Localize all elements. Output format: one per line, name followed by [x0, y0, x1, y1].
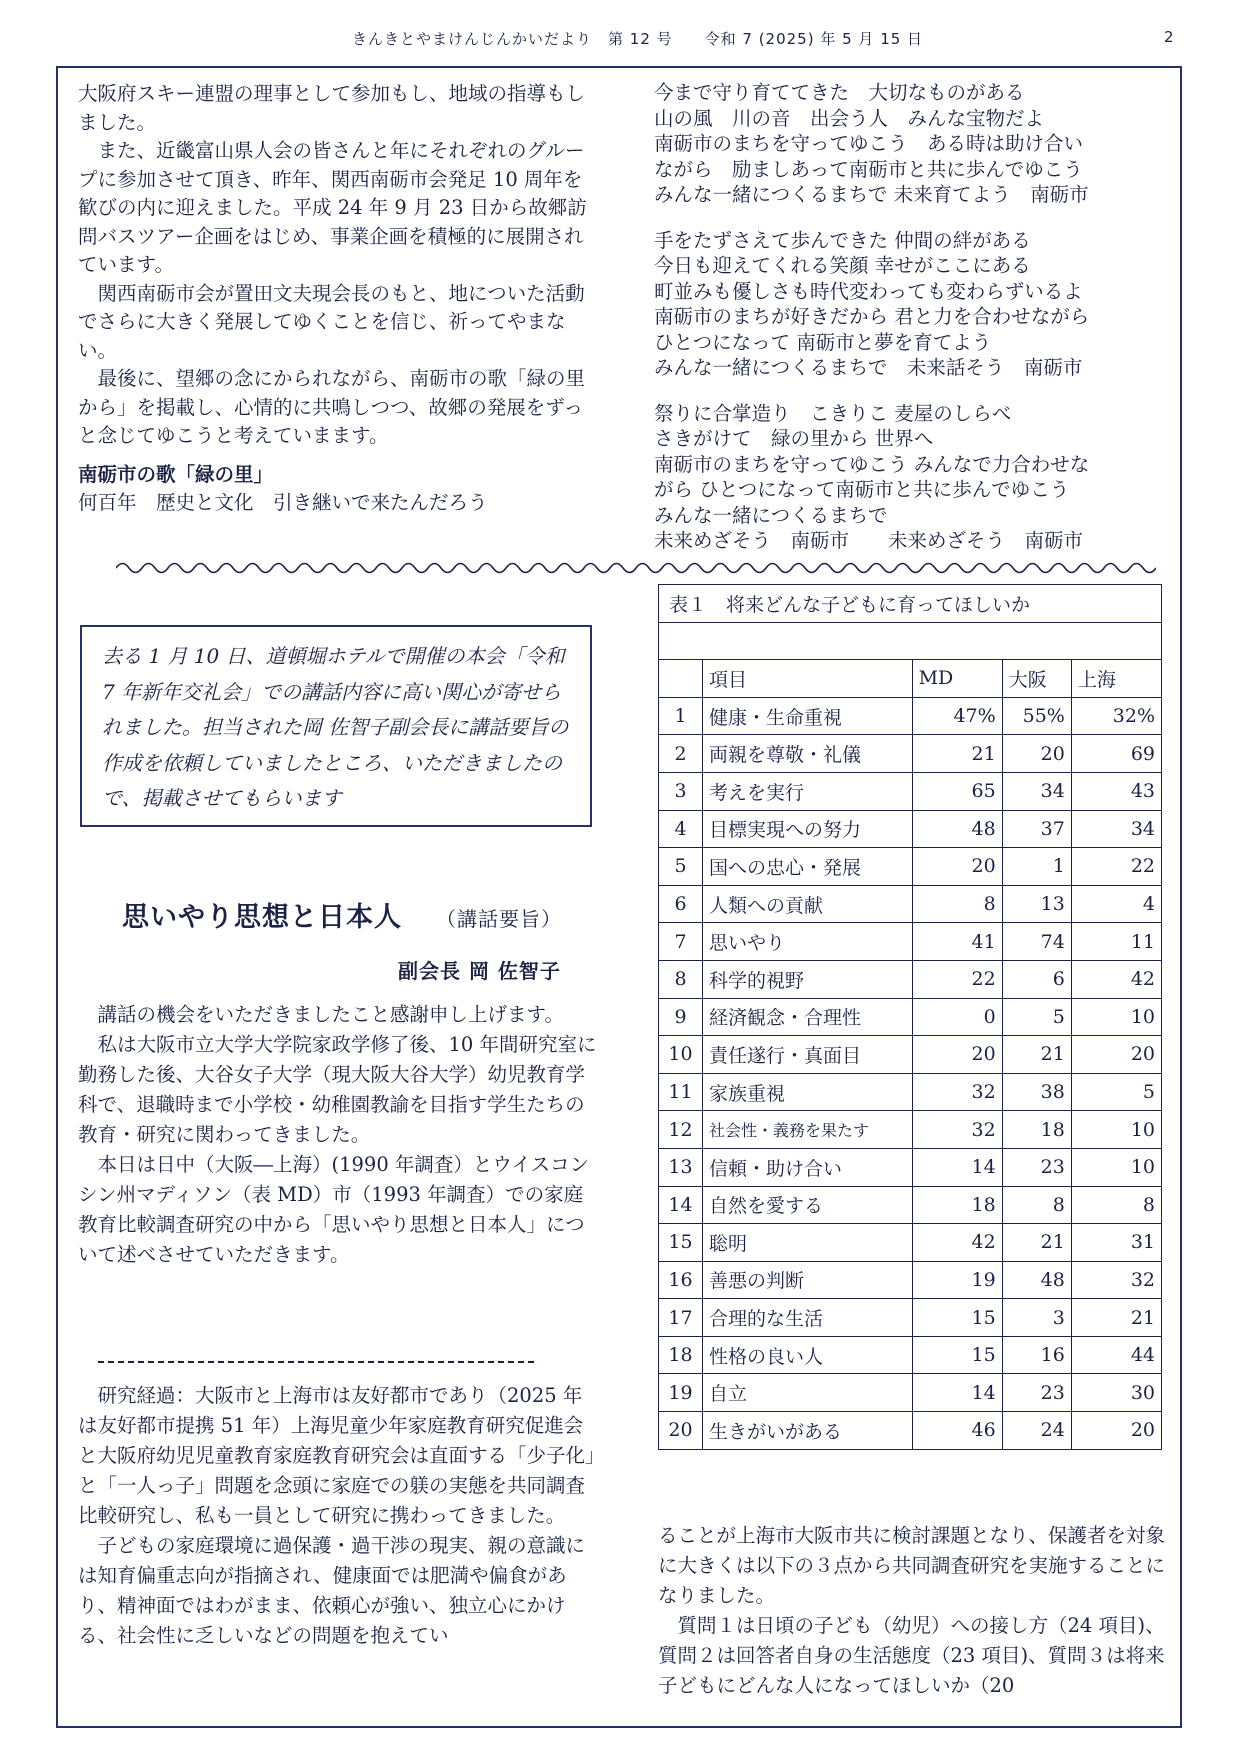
value-cell: 19 [912, 1261, 1002, 1299]
value-cell: 18 [912, 1186, 1002, 1224]
item-label: 科学的視野 [703, 960, 913, 998]
value-cell: 20 [1071, 1036, 1161, 1074]
row-index: 2 [659, 735, 703, 773]
row-index: 12 [659, 1111, 703, 1149]
value-cell: 34 [1071, 810, 1161, 848]
value-cell: 42 [1071, 960, 1161, 998]
row-index: 18 [659, 1336, 703, 1374]
value-cell: 10 [1071, 1148, 1161, 1186]
intro-paragraph: 関西南砺市会が置田文夫現会長のもと、地についた活動でさらに大きく発展してゆくことを信じ、祈ってやまない。 [78, 281, 585, 362]
table-row [659, 735, 1162, 773]
lyric-line: 今日も迎えてくれる笑顔 幸せがここにある [654, 254, 1031, 277]
song-stanza [654, 401, 1174, 554]
value-cell: 20 [1071, 1412, 1161, 1450]
article-subtitle: （講話要旨） [436, 907, 562, 931]
item-label: 両親を尊敬・礼儀 [703, 735, 913, 773]
item-label: 生きがいがある [703, 1412, 913, 1450]
table-blank-row [659, 622, 1162, 660]
lyric-line: みんな一緒につくるまちで 未来育てよう 南砺市 [654, 183, 1089, 206]
lyric-line: 南砺市のまちを守ってゆこう ある時は助け合い [654, 132, 1084, 155]
value-cell: 43 [1071, 772, 1161, 810]
lyric-line: みんな一緒につくるまちで 未来話そう 南砺市 [654, 356, 1083, 379]
value-cell: 22 [912, 960, 1002, 998]
newsletter-header: きんきとやまけんじんかいだより 第 12 号 令和 7 (2025) 年 5 月 15 日 [352, 30, 924, 48]
value-cell: 22 [1071, 848, 1161, 886]
value-cell: 23 [1002, 1148, 1071, 1186]
value-cell: 74 [1002, 923, 1071, 961]
value-cell: 21 [1071, 1299, 1161, 1337]
item-label: 聡明 [703, 1224, 913, 1262]
intro-column [78, 80, 601, 518]
article-title-block [122, 895, 562, 934]
value-cell: 69 [1071, 735, 1161, 773]
song-title: 南砺市の歌「緑の里」 [78, 462, 274, 486]
row-index: 5 [659, 848, 703, 886]
value-cell: 10 [1071, 1111, 1161, 1149]
value-cell: 55% [1002, 697, 1071, 735]
row-index: 9 [659, 998, 703, 1036]
value-cell: 32 [1071, 1261, 1161, 1299]
row-index: 14 [659, 1186, 703, 1224]
value-cell: 1 [1002, 848, 1071, 886]
article-paragraph: 子どもの家庭環境に過保護・過干渉の現実、親の意識には知育偏重志向が指摘され、健康面では肥満や偏食があり、精神面ではわがまま、依頼心が強い、独立心にかける、社会性に乏しいなどの問題を抱えてい [78, 1534, 586, 1647]
lyric-line: ながら 励ましあって南砺市と共に歩んでゆこう [654, 157, 1083, 181]
article-paragraph: 研究経過：大阪市と上海市は友好都市であり（2025 年は友好都市提携 51 年）上海児童少年家庭教育研究促進会と大阪府幼児児童教育家庭教育研究会は直面する「少子化」と「一人っ子」問題を念頭に家庭での躾の実態を共同調査比較研究し、私も一員として研究に携わってきました。 [78, 1384, 595, 1527]
lyric-line: がら ひとつになって南砺市と共に歩んでゆこう [654, 478, 1070, 501]
value-cell: 21 [1002, 1036, 1071, 1074]
article-paragraph: ることが上海市大阪市共に検討課題となり、保護者を対象に大きくは以下の３点から共同調査研究を実施することになりました。 [658, 1524, 1166, 1607]
table-row [659, 885, 1162, 923]
item-label: 国への忠心・発展 [703, 848, 913, 886]
notice-text: 去る 1 月 10 日、道頓堀ホテルで開催の本会「令和 7 年新年交礼会」での講話内容に高い関心が寄せられました。担当された岡 佐智子副会長に講話要旨の作成を依頼していましたところ、いただきましたので、掲載させてもらいます [102, 644, 569, 810]
lyric-line: みんな一緒につくるまちで [654, 503, 888, 527]
value-cell: 23 [1002, 1374, 1071, 1412]
table-header-cell: MD [912, 660, 1002, 698]
table-row [659, 848, 1162, 886]
value-cell: 0 [912, 998, 1002, 1036]
table-row [659, 923, 1162, 961]
row-index: 3 [659, 772, 703, 810]
table-caption: 表１ 将来どんな子どもに育ってほしいか [659, 585, 1162, 623]
value-cell: 37 [1002, 810, 1071, 848]
table-row [659, 1224, 1162, 1262]
item-label: 合理的な生活 [703, 1299, 913, 1337]
value-cell: 20 [912, 848, 1002, 886]
table-row [659, 697, 1162, 735]
value-cell: 32% [1071, 697, 1161, 735]
value-cell: 11 [1071, 923, 1161, 961]
intro-paragraph: また、近畿富山県人会の皆さんと年にそれぞれのグループに参加させて頂き、昨年、関西南砺市会発足 10 周年を歓びの内に迎えました。平成 24 年 9 月 23 日から故郷訪問バスツアー企画をはじめ、事業企画を積極的に展開されています。 [78, 139, 587, 276]
value-cell: 32 [912, 1111, 1002, 1149]
article-body-b [78, 1381, 598, 1651]
table-caption-row [659, 585, 1162, 623]
row-index: 16 [659, 1261, 703, 1299]
table-row [659, 1073, 1162, 1111]
intro-paragraph: 最後に、望郷の念にかられながら、南砺市の歌「緑の里から」を掲載し、心情的に共鳴しつつ、故郷の発展をずっと念じてゆこうと考えていまます。 [78, 367, 586, 447]
item-label: 考えを実行 [703, 772, 913, 810]
value-cell: 21 [912, 735, 1002, 773]
value-cell: 4 [1071, 885, 1161, 923]
value-cell: 5 [1002, 998, 1071, 1036]
value-cell: 32 [912, 1073, 1002, 1111]
lyric-line: ひとつになって 南砺市と夢を育てよう [654, 330, 992, 354]
lyric-line: 町並みも優しさも時代変わっても変わらずいるよ [654, 279, 1083, 303]
lyric-line: 今まで守り育ててきた 大切なものがある [654, 81, 1025, 104]
row-index: 1 [659, 697, 703, 735]
value-cell: 20 [1002, 735, 1071, 773]
item-label: 自立 [703, 1374, 913, 1412]
value-cell: 24 [1002, 1412, 1071, 1450]
item-label: 性格の良い人 [703, 1336, 913, 1374]
article-author: 副会長 岡 佐智子 [398, 959, 561, 983]
dashed-separator [98, 1361, 534, 1363]
article-body-a [78, 1000, 598, 1270]
value-cell: 31 [1071, 1224, 1161, 1262]
table-row [659, 960, 1162, 998]
item-label: 責任遂行・真面目 [703, 1036, 913, 1074]
value-cell: 14 [912, 1148, 1002, 1186]
lyric-line: 手をたずさえて歩んできた 仲間の絆がある [654, 228, 1031, 252]
item-label: 信頼・助け合い [703, 1148, 913, 1186]
song-lyrics [654, 80, 1174, 574]
row-index: 20 [659, 1412, 703, 1450]
value-cell: 21 [1002, 1224, 1071, 1262]
table-row [659, 1186, 1162, 1224]
article-paragraph: 講話の機会をいただきましたこと感謝申し上げます。 [97, 1003, 564, 1026]
article-title: 思いやり思想と日本人 [122, 902, 402, 933]
value-cell: 16 [1002, 1336, 1071, 1374]
item-label: 善悪の判断 [703, 1261, 913, 1299]
value-cell: 41 [912, 923, 1002, 961]
item-label: 経済観念・合理性 [703, 998, 913, 1036]
value-cell: 46 [912, 1412, 1002, 1450]
wavy-divider [116, 557, 1156, 579]
table-row [659, 1374, 1162, 1412]
item-label: 家族重視 [703, 1073, 913, 1111]
table-header-row [659, 660, 1162, 698]
value-cell: 18 [1002, 1111, 1071, 1149]
row-index: 15 [659, 1224, 703, 1262]
row-index: 8 [659, 960, 703, 998]
item-label: 思いやり [703, 923, 913, 961]
notice-box [80, 625, 592, 827]
article-paragraph: 本日は日中（大阪―上海）(1990 年調査）とウイスコンシン州マディソン（表 MD）市（1993 年調査）での家庭教育比較調査研究の中から「思いやり思想と日本人」について述べさせていただきます。 [78, 1153, 590, 1266]
table-row [659, 1111, 1162, 1149]
value-cell: 15 [912, 1336, 1002, 1374]
table-header-cell: 項目 [703, 660, 913, 698]
value-cell: 8 [1071, 1186, 1161, 1224]
row-index: 19 [659, 1374, 703, 1412]
value-cell: 20 [912, 1036, 1002, 1074]
row-index: 7 [659, 923, 703, 961]
lyric-line: 山の風 川の音 出会う人 みんな宝物だよ [654, 106, 1045, 130]
value-cell: 38 [1002, 1073, 1071, 1111]
value-cell: 47% [912, 697, 1002, 735]
value-cell: 48 [912, 810, 1002, 848]
value-cell: 30 [1071, 1374, 1161, 1412]
item-label: 目標実現への努力 [703, 810, 913, 848]
value-cell: 34 [1002, 772, 1071, 810]
page-header [0, 24, 1240, 56]
article-paragraph: 質問１は日頃の子ども（幼児）への接し方（24 項目)、質問２は回答者自身の生活態度（23 項目)、質問３は将来子どもにどんな人になってほしいか（20 [658, 1614, 1165, 1697]
value-cell: 10 [1071, 998, 1161, 1036]
value-cell: 48 [1002, 1261, 1071, 1299]
song-first-line: 何百年 歴史と文化 引き継いで来たんだろう [78, 491, 488, 514]
value-cell: 65 [912, 772, 1002, 810]
value-cell: 6 [1002, 960, 1071, 998]
article-paragraph: 私は大阪市立大学大学院家政学修了後、10 年間研究室に勤務した後、大谷女子大学（現大阪大谷大学）幼児教育学科で、退職時まで小学校・幼稚園教諭を目指す学生たちの教育・研究に関わってきました。 [78, 1033, 597, 1146]
value-cell: 42 [912, 1224, 1002, 1262]
value-cell: 3 [1002, 1299, 1071, 1337]
lyric-line: 未来めざそう 南砺市 未来めざそう 南砺市 [654, 529, 1084, 552]
lyric-line: 南砺市のまちを守ってゆこう みんなで力合わせな [654, 452, 1090, 476]
item-label: 健康・生命重視 [703, 697, 913, 735]
value-cell: 15 [912, 1299, 1002, 1337]
table-row [659, 772, 1162, 810]
lyric-line: 南砺市のまちが好きだから 君と力を合わせながら [654, 305, 1090, 328]
table-row [659, 1148, 1162, 1186]
row-index: 10 [659, 1036, 703, 1074]
row-index: 4 [659, 810, 703, 848]
table-header-cell [659, 660, 703, 698]
row-index: 11 [659, 1073, 703, 1111]
table-row [659, 1299, 1162, 1337]
row-index: 17 [659, 1299, 703, 1337]
value-cell: 14 [912, 1374, 1002, 1412]
value-cell: 13 [1002, 885, 1071, 923]
song-stanza [654, 228, 1174, 381]
table-header-cell: 上海 [1071, 660, 1161, 698]
survey-table [658, 584, 1162, 1450]
table-header-cell: 大阪 [1002, 660, 1071, 698]
value-cell: 8 [912, 885, 1002, 923]
item-label: 社会性・義務を果たす [703, 1111, 913, 1149]
song-stanza [654, 80, 1174, 208]
value-cell: 8 [1002, 1186, 1071, 1224]
item-label: 自然を愛する [703, 1186, 913, 1224]
table-row [659, 1336, 1162, 1374]
lyric-line: 祭りに合掌造り こきりこ 麦屋のしらべ [654, 401, 1012, 425]
table-row [659, 1261, 1162, 1299]
value-cell: 44 [1071, 1336, 1161, 1374]
lyric-line: さきがけて 緑の里から 世界へ [654, 427, 934, 450]
table-row [659, 810, 1162, 848]
article-body-c [658, 1521, 1174, 1701]
intro-paragraph: 大阪府スキー連盟の理事として参加もし、地域の指導もしました。 [78, 82, 586, 134]
table-row [659, 1412, 1162, 1450]
row-index: 13 [659, 1148, 703, 1186]
page-number: 2 [1164, 28, 1174, 46]
row-index: 6 [659, 885, 703, 923]
table-row [659, 1036, 1162, 1074]
value-cell: 5 [1071, 1073, 1161, 1111]
item-label: 人類への貢献 [703, 885, 913, 923]
table-row [659, 998, 1162, 1036]
